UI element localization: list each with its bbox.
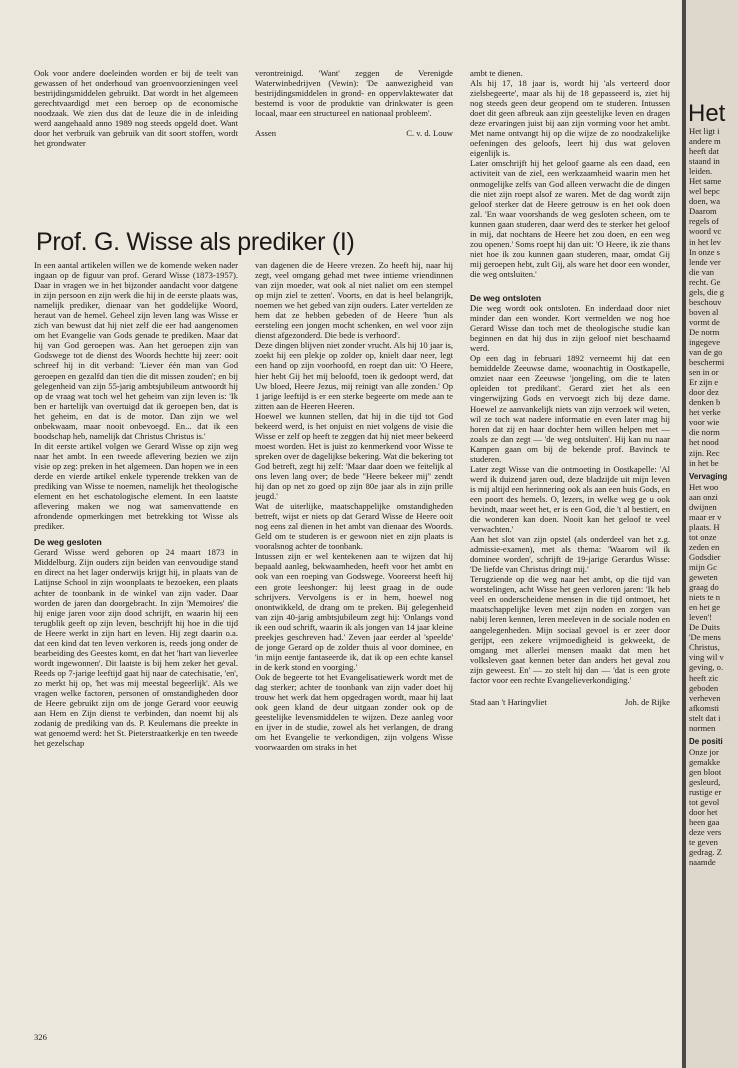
top-column-left xyxy=(34,68,238,173)
intro-paragraph: In een aantal artikelen willen we de komende weken nader ingaan op de figuur van prof. Gerard Wisse (1873-1957). Daar in vragen we in het bijzonder aandacht voor datgene in zijn persoon en zijn werk die hij in de eerste plaats was, namelijk prediker, dienaar van het goddelijke Woord, heraut van de hemel. Geheel zijn leven lang was Wisse er zich van bewust dat hij niet zelf die eer had aangenomen om het Evangelie van Gods genade te prediken. Maar dat hij van God geroepen was. Aan het geroepen zijn van Godswege tot de dienst des Woords hechtte hij zeer: ooit schreef hij in dit verband: 'Liever één man van God geroepen en gezalfd dan tien die dit missen zouden'; en bij gelegenheid van zijn 55-jarig ambtsjubileum antwoordt hij op de vraag wat toch wel het geheim van zijn leven is: 'Ik ben er hartelijk van overtuigd dat ik geroepen ben, dat is het geheim, en dat is de motor. Dan zijn we wel onbekwaam, maar nooit onbevoegd. En... dat ik een boodschap heb, namelijk dat Christus Christus is.' xyxy=(34,260,238,441)
next-page-line: Onze jor xyxy=(689,746,719,757)
next-page-line: door het xyxy=(689,807,718,818)
col3-paragraph-f: Later zegt Wisse van die ontmoeting in Oostkapelle: 'Al werd ik duizend jaren oud, deze bladzijde uit mijn leven is mij altijd een herinnering ook als aan een huis Gods, en een poort des hemels. O, lezers, in welke weg ge u ook bevindt, maar weet het, er is een God, die 't al bestiert, en die wonderen kan doen. Nooit kan het geloof te veel verwachten.' xyxy=(470,463,670,535)
next-page-line: De Duits xyxy=(689,622,720,633)
next-page-line: Het woo xyxy=(689,481,719,492)
next-page-line: tot gevol xyxy=(689,797,720,808)
next-page-line: graag do xyxy=(689,582,719,593)
next-page-line: andere m xyxy=(689,136,721,147)
next-page-line: deze vers xyxy=(689,827,722,838)
next-page-line: Het ligt i xyxy=(689,126,720,136)
next-page-title: Het xyxy=(688,100,726,127)
article-column-1 xyxy=(34,260,238,1022)
next-page-text xyxy=(689,126,738,867)
next-page-line: Christus, xyxy=(689,642,720,653)
next-page-line: mijn Gc xyxy=(689,562,717,573)
col3-paragraph-h: Terugziende op die weg naar het ambt, op die tijd van worstelingen, acht Wisse het geen verloren jaren: 'Ik heb veel en onderscheidene mensen in die tijd ontmoet, het maatschappelijke leven met zijn noden en zorgen van nabij leren kennen, leren meeleven in de sociale noden en aangelegenheden. Mijn sociaal gevoel is er zeer door gerijpt, een zekere vrijmoedigheid is gekweekt, de omgang met allerlei mensen maakt dat men het volksleven gaat kennen beter dan anders het geval zou zijn geweest. En' — zo stelt hij dan — 'dat is een grote factor voor een rechte Evangelieverkondiging.' xyxy=(470,574,670,685)
col3-paragraph-d: Die weg wordt ook ontsloten. En inderdaad door niet minder dan een wonder. Kort vermelden we nog hoe Gerard Wisse dan toch met de theologische studie kan beginnen en dat hij dus in zijn geloof niet beschaamd werd. xyxy=(470,303,670,354)
next-page-line: het verke xyxy=(689,407,721,418)
next-page-line: beschermi xyxy=(689,357,725,368)
next-page-line: leven'! xyxy=(689,612,713,623)
article-signature xyxy=(470,697,670,707)
next-page-line: voor wie xyxy=(689,417,720,428)
page-number: 326 xyxy=(34,1032,47,1042)
next-page-line: geving, o. xyxy=(689,662,724,673)
top-signature xyxy=(255,128,453,138)
next-page-line: gesleurd, xyxy=(689,777,721,787)
next-page-line: naamde xyxy=(689,857,716,868)
next-page-line: denken b xyxy=(689,397,721,408)
next-page-line: die van xyxy=(689,266,715,277)
next-page-line: doen, wa xyxy=(689,196,721,207)
next-page-line: zijn. Rec xyxy=(689,447,720,458)
next-page-line: gemakke xyxy=(689,756,721,767)
next-page-line: In onze s xyxy=(689,246,721,257)
signature-place: Stad aan 't Haringvliet xyxy=(470,696,547,707)
next-page-heading-b: Vervaging xyxy=(689,471,728,481)
next-page-line: Godsdier xyxy=(689,551,721,562)
next-page-line: in het lev xyxy=(689,236,721,247)
next-page-line: gen bloot xyxy=(689,766,722,777)
next-page-line: en het ge xyxy=(689,602,721,613)
next-page-lines-c xyxy=(689,747,738,868)
top-column-middle xyxy=(255,68,453,178)
next-page-line: van de go xyxy=(689,347,723,358)
signature-place: Assen xyxy=(255,128,277,139)
col2-paragraph-d: Wat de uiterlijke, maatschappelijke omstandigheden betreft, wijst er niets op dat Gerard Wisse de Heere ooit nog eens zal dienen in het ambt van dienaar des Woords. Geld om te studeren is er gewoon niet en zijn plaats is vooralsnog achter de toonbank. xyxy=(255,501,453,552)
next-page-line: leiden. xyxy=(689,166,713,177)
next-page-line: gedrag. Z xyxy=(689,847,722,858)
next-page-line: tot onze xyxy=(689,531,717,542)
gesloten-paragraph: Gerard Wisse werd geboren op 24 maart 1873 in Middelburg. Zijn ouders zijn beiden van eenvoudige stand en direct na het lager onderwijs krijgt hij, in plaats van de Latijnse School in zijn woonplaats te bezoeken, een plaats achter de toonbank in de winkel van zijn vader. Daar worden de jaren dan doorgebracht. In zijn 'Memoires' die hij enige jaren voor zijn dood schrijft, en waarin hij een terugblik geeft op zijn leven, beschrijft hij hoe in die tijd de Heere werkt in zijn hart en leven. Hij zegt daarin o.a. dat een kind dat ten leven verkoren is, reeds jong onder de bearbeiding des Geestes komt, en dat het 'hart van lieverlee wordt ingewonnen'. Dit laatste is bij hem zeker het geval. Reeds op 7-jarige leeftijd gaat hij naar de catechisatie, 'en', zo merkt hij op, 'het was mij meestal begeerlijk'. Als we vragen welke factoren, personen of omstandigheden door de Heere gebruikt zijn om de jonge Gerard voor eeuwig aan Hem en Zijn dienst te verbinden, dan noemt hij als zodanig de prediking van ds. P. Keulemans die preekte in wat genoemd werd: het St. Pieterstraatkerkje en ten tweede het gezelschap xyxy=(34,547,238,749)
next-page-line: lende ver xyxy=(689,256,721,267)
next-page-line: verheven xyxy=(689,692,721,703)
next-page-line: staand in xyxy=(689,156,720,167)
next-page-line: regels of xyxy=(689,216,719,227)
next-page-line: niets te n xyxy=(689,592,721,603)
next-page-line: zeden en xyxy=(689,541,720,552)
next-page-line: heen gaa xyxy=(689,817,720,828)
next-page-line: geweten xyxy=(689,572,718,583)
next-page-line: heeft dat xyxy=(689,146,719,157)
col2-paragraph-e: Intussen zijn er wel kentekenen aan te wijzen dat hij bepaald aanleg, bekwaamheden, heeft voor het ambt en ook van een roeping van Godswege. Vooreerst heeft hij een grote leeshonger: hij leest graag in de oude schrijvers. Vervolgens is er in hem, hoewel nog onontwikkeld, de drang om te preken. Bij gelegenheid van zijn 40-jarig ambtsjubileum zegt hij: 'Onlangs vond ik een oud schrift, waarin ik als jongen van 14 jaar kleine preekjes geschreven had.' Zeven jaar eerder al 'speelde' de jonge Gerard op de zolder thuis al voor dominee, en 'in mijn eentje fantaseerde ik, dat ik op een echte kansel in de kerk stond en voorging.' xyxy=(255,551,453,672)
col2-paragraph-b: Deze dingen blijven niet zonder vrucht. Als hij 10 jaar is, zoekt hij een plekje op zolder op, knielt daar neer, legt een hand op zijn voorhoofd, en roept dan uit: 'O Heere, hier hebt Gij het mij beloofd, toen ik gedoopt werd, dat Uw bloed, Heere Jezus, mij reinigt van alle zonden.' Op 1 jarige leeftijd is er een sterke begeerte om mede aan te zitten aan de Heeren Heeren. xyxy=(255,340,453,411)
next-page-line: door dez xyxy=(689,387,719,398)
next-page-line: ingegeve xyxy=(689,336,721,347)
signature-author: Joh. de Rijke xyxy=(624,696,670,707)
col2-paragraph-a: van dagenen die de Heere vrezen. Zo heeft hij, naar hij zegt, veel omgang gehad met twee intieme vriendinnen van zijn moeder, wat ook al niet naliet om een stempel op mijn ziel te zetten'. Voorts, en dat is heel belangrijk, noemen we het gebed van zijn ouders. Later vertelden ze hem dat ze hebben gebeden of de Heere 'hun als eersteling een jongen mocht schenken, en wel voor zijn dienst afgezonderd. Die bede is verhoord'. xyxy=(255,260,453,341)
next-page-line: woord vc xyxy=(689,226,722,237)
next-page-line: Er zijn e xyxy=(689,377,719,388)
next-page-line: De norm xyxy=(689,326,720,337)
col2-paragraph-f: Ook de begeerte tot het Evangelisatiewerk wordt met de dag sterker; achter de toonbank van zijn vader doet hij trouw het werk dat hem opgedragen wordt, maar hij laat ook geen kland de deur uitgaan zonder ook op de geestelijke levensmiddelen te wijzen. Deze aanleg voor en ijver in de studie, zowel als het verlangen, de drang om het Evangelie te verkondigen, zijn volgens Wisse voorwaarden om straks in het xyxy=(255,671,453,753)
subheading-gesloten: De weg gesloten xyxy=(34,537,102,548)
next-page-line: wel bepc xyxy=(689,186,720,197)
col3-paragraph-g: Aan het slot van zijn opstel (als onderdeel van het z.g. admissie-examen), met als thema: 'Waarom wil ik dominee worden', schrijft de 19-jarige Gerardus Wisse: 'De liefde van Christus dringt mij.' xyxy=(470,534,670,575)
next-page-edge xyxy=(686,0,738,1068)
next-page-line: gels, die g xyxy=(689,286,725,297)
next-page-line: aan onzi xyxy=(689,491,718,502)
signature-author: C. v. d. Louw xyxy=(406,128,453,139)
next-page-line: stelt dat i xyxy=(689,712,721,723)
next-page-line: recht. Ge xyxy=(689,276,721,287)
top-middle-text: verontreinigd. 'Want' zeggen de Verenigde Waterwinbedrijven (Vewin): 'De aanwezigheid van bestrijdingsmiddelen in grond- en oppervlaktewater dat bestemd is voor de produktie van drinkwater is geen locaal, maar een structureel en nationaal probleem'. xyxy=(255,68,453,119)
next-page-line: Het same xyxy=(689,176,722,187)
col3-paragraph-b: Als hij 17, 18 jaar is, wordt hij 'als verteerd door zielsbegeerte', maar als hij de 18 gepasseerd is, ziet hij nog steeds geen deur geopend om te studeren. Intussen doet dit geen afbreuk aan zijn geestelijke leven en dragen deze ervaringen juist bij aan zijn vorming voor het ambt. Met name ontvangt hij op die wijze de zo noodzakelijke oefeningen des geloofs, leert hij dus wat geloven eigenlijk is. xyxy=(470,78,670,159)
next-page-line: vormt de xyxy=(689,316,720,327)
next-page-line: Daarom xyxy=(689,206,717,217)
article-column-2 xyxy=(255,260,453,1022)
next-page-line: dwijnen xyxy=(689,501,717,512)
col2-paragraph-c: Hoewel we kunnen stellen, dat hij in die tijd tot God bekeerd werd, is het onjuist en niet volgens de visie die Wisse er zelf op heeft te zeggen dat hij niet meer bekeerd moest worden. Het is juist zo kenmerkend voor Wisse te spreken over de dagelijkse bekering. Wat die bekering tot God betreft, zegt hij zelf: 'Maar daar doen we feitelijk al ons leven lang over; de bede "Heere bekeer mij" zendt hij dan op net zo goed op zijn 80e jaar als in zijn prille jeugd.' xyxy=(255,410,453,502)
next-page-lines-a xyxy=(689,126,738,468)
next-page-line: 'De mens xyxy=(689,632,721,643)
next-page-line: ving wil v xyxy=(689,652,724,663)
next-page-line: sen in or xyxy=(689,367,719,378)
col3-paragraph-c: Later omschrijft hij het geloof gaarne als een daad, een activiteit van de ziel, een werkzaamheid waarin men het onmogelijke zelfs van God alleen verwacht die de dingen die niet zijn roept alsof ze waren. Met de dag wordt zijn geloof sterker dat de Heere getrouw is en het ook doen zal. 'En waar voorshands de weg gesloten scheen, om te kunnen gaan studeren, daar werd des te sterker het geloof in mij, dat nochtans de Heere het zou doen, en een weg zou openen.' Soms roept hij dan uit: 'O Heere, ik zie thans niet hoe ik zou kunnen gaan studeren, maar, omdat Gij mij geroepen hebt, zult Gij, als ware het door een wonder, die weg ontsluiten.' xyxy=(470,158,670,279)
next-page-line: boven al xyxy=(689,306,719,317)
article-title: Prof. G. Wisse als prediker (I) xyxy=(36,228,355,256)
next-page-line: in het be xyxy=(689,457,719,468)
subheading-ontsloten: De weg ontsloten xyxy=(470,292,542,303)
col3-paragraph-a: ambt te dienen. xyxy=(470,68,523,78)
next-page-line: afkomsti xyxy=(689,702,720,713)
next-page-line: normen xyxy=(689,722,716,733)
article-column-3 xyxy=(470,68,670,1028)
intro-paragraph-2: In dit eerste artikel volgen we Gerard Wisse op zijn weg naar het ambt. In een tweede aflevering bezien we zijn visie op zeg: preken in het algemeen. Dan hopen we in een derde en vierde artikel enkele typerende trekken van de prediking van Wisse te noemen, namelijk het theologische element en het eschatologische element. In een laatste aflevering maken we nog wat samenvattende en afrondende opmerkingen met betrekking tot Wisse als prediker. xyxy=(34,440,238,532)
next-page-line: te geven xyxy=(689,837,718,848)
next-page-line: beschouv xyxy=(689,296,722,307)
col3-paragraph-e: Op een dag in februari 1892 verneemt hij dat een bemiddelde Zeeuwse dame, woonachtig in Oostkapelle, omziet naar een Zeeuwse 'jongeling, om die te laten opleiden tot predikant'. Gerard ziet het als een vingerwijzing Gods en vervoegt zich bij deze dame. Hoewel ze aanvankelijk niets van zijn verzoek wil weten, wil ze toch wat nadere informatie en even later mag hij horen dat zij en haar dochter hem willen helpen met — zoals ze dan zegt — 'de weg ontsluiten'. Hij kan nu naar Kampen gaan om bij de bekende prof. Bavinck te studeren. xyxy=(470,353,670,464)
next-page-line: geboden xyxy=(689,682,719,693)
next-page-line: die norm xyxy=(689,427,720,438)
next-page-heading-c: De positi xyxy=(689,736,723,746)
next-page-line: rustige er xyxy=(689,787,722,798)
next-page-line: plaats. H xyxy=(689,521,720,532)
top-left-text: Ook voor andere doeleinden worden er bij de teelt van gewassen of het onderhoud van groenvoorzieningen veel bestrijdingsmiddelen gebruikt. Dat wordt in het algemeen gerechtvaardigd met een beroep op de economische noodzaak. We zien dus dat de leuze die in de inleiding werd aangehaald anno 1989 nog steeds opgeld doet. Want door het verbruik van gebruik van dit soort stoffen, wordt het grondwater xyxy=(34,68,238,149)
next-page-line: het nood xyxy=(689,437,719,448)
next-page-line: heeft zic xyxy=(689,672,719,683)
next-page-line: maar er v xyxy=(689,511,722,522)
next-page-lines-b xyxy=(689,482,738,733)
